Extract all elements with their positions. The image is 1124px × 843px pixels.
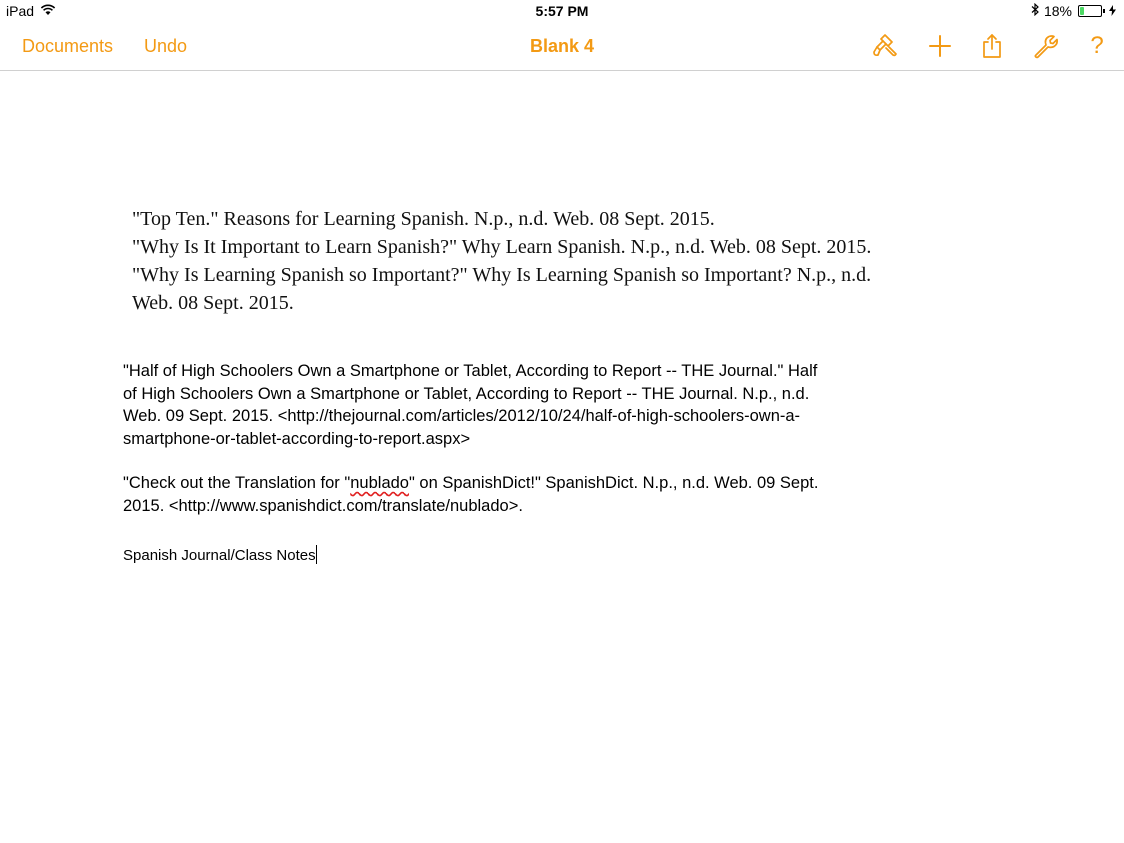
undo-button[interactable]: Undo <box>144 36 188 56</box>
bluetooth-icon <box>1031 3 1040 19</box>
status-bar <box>0 0 1124 24</box>
paragraph-gap <box>123 517 943 539</box>
citation-2-line <box>123 472 943 495</box>
battery-level-fill <box>1080 7 1084 15</box>
paintbrush-icon[interactable] <box>871 32 899 60</box>
charging-bolt-icon <box>1109 3 1116 19</box>
document-canvas[interactable] <box>0 71 1124 843</box>
battery-percent: 18% <box>1043 3 1072 19</box>
citation-2-line: 2015. <http://www.spanishdict.com/translate/nublado>. <box>123 496 523 515</box>
status-time: 5:57 PM <box>535 3 589 19</box>
citation-1-line: Web. 09 Sept. 2015. <http://thejournal.com/articles/2012/10/24/half-of-high-schoolers-own-a- <box>123 407 801 425</box>
serif-line: "Why Is Learning Spanish so Important?" Why Is Learning Spanish so Important? N.p., n.d. <box>132 264 872 286</box>
battery-nub <box>1103 9 1105 13</box>
documents-button[interactable]: Documents <box>22 36 114 56</box>
serif-line: "Top Ten." Reasons for Learning Spanish. N.p., n.d. Web. 08 Sept. 2015. <box>132 208 715 230</box>
serif-line: Web. 08 Sept. 2015. <box>132 292 294 314</box>
document-title: Blank 4 <box>529 36 595 56</box>
citation-2-prefix: "Check out the Translation for " <box>123 474 351 492</box>
works-cited-serif <box>132 205 962 317</box>
share-icon[interactable] <box>978 32 1006 60</box>
toolbar <box>0 24 1124 71</box>
citation-1-line: "Half of High Schoolers Own a Smartphone or Tablet, According to Report -- THE Journal." Half <box>123 362 818 380</box>
text-cursor <box>316 545 317 564</box>
wrench-icon[interactable] <box>1031 32 1059 60</box>
help-icon[interactable] <box>1083 32 1111 60</box>
citation-2-suffix: " on SpanishDict!" SpanishDict. N.p., n.d. Web. 09 Sept. <box>408 474 819 492</box>
battery-icon <box>1078 5 1102 17</box>
paragraph-gap <box>123 450 943 472</box>
serif-line: "Why Is It Important to Learn Spanish?" Why Learn Spanish. N.p., n.d. Web. 08 Sept. 2015. <box>132 236 872 258</box>
notes-line-text: Spanish Journal/Class Notes <box>123 547 316 564</box>
citation-1-line: smartphone-or-tablet-according-to-report.aspx> <box>123 429 471 448</box>
citation-1-line: of High Schoolers Own a Smartphone or Tablet, According to Report -- THE Journal. N.p., n.d. <box>123 384 810 403</box>
misspelled-word[interactable]: nublado <box>350 474 409 492</box>
status-right <box>1031 3 1116 19</box>
notes-line[interactable] <box>123 545 943 568</box>
device-name: iPad <box>6 3 35 19</box>
works-cited-sans <box>123 360 943 568</box>
help-glyph: ? <box>1090 32 1104 59</box>
plus-icon[interactable] <box>926 32 954 60</box>
